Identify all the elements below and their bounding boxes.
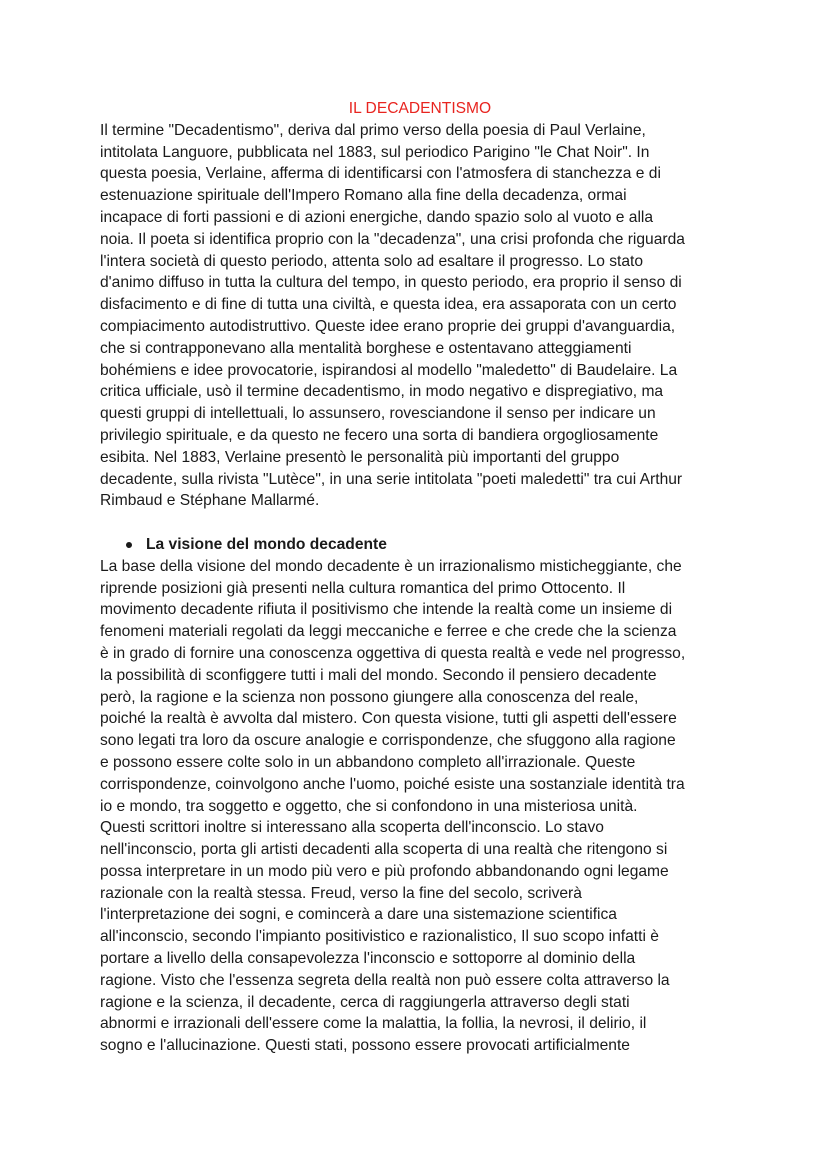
text-line: La base della visione del mondo decadente è un irrazionalismo misticheggiante, che xyxy=(100,557,682,575)
text-line: critica ufficiale, usò il termine decadentismo, in modo negativo e dispregiativo, ma xyxy=(100,383,664,401)
text-line: io e mondo, tra soggetto e oggetto, che si confondono in una misteriosa unità. xyxy=(100,797,638,815)
text-line: che si contrapponevano alla mentalità borghese e ostentavano atteggiamenti xyxy=(100,339,632,357)
text-line: sono legati tra loro da oscure analogie e corrispondenze, che sfuggono alla ragione xyxy=(100,732,676,750)
text-line: l'intera società di questo periodo, attenta solo ad esaltare il progresso. Lo stato xyxy=(100,252,644,270)
document-title: IL DECADENTISMO xyxy=(348,100,492,117)
text-line: Rimbaud e Stéphane Mallarmé. xyxy=(100,492,320,510)
text-line: Il termine "Decadentismo", deriva dal primo verso della poesia di Paul Verlaine, xyxy=(100,121,646,139)
text-line: razionale con la realtà stessa. Freud, verso la fine del secolo, scriverà xyxy=(100,884,582,902)
text-line: sogno e l'allucinazione. Questi stati, possono essere provocati artificialmente xyxy=(100,1037,630,1055)
intro-paragraph xyxy=(100,120,740,512)
text-line: è in grado di fornire una conoscenza oggettiva di questa realtà e vede nel progresso, xyxy=(100,644,686,662)
text-line: compiacimento autodistruttivo. Queste idee erano proprie dei gruppi d'avanguardia, xyxy=(100,317,676,335)
text-line: disfacimento e di fine di tutta una civiltà, e questa idea, era assaporata con un certo xyxy=(100,296,677,314)
text-line: poiché la realtà è avvolta dal mistero. Con questa visione, tutti gli aspetti dell'essere xyxy=(100,710,677,728)
text-line: ragione e la scienza, il decadente, cerca di raggiungerla attraverso degli stati xyxy=(100,993,630,1011)
text-line: fenomeni materiali regolati da leggi meccaniche e ferree e che crede che la scienza xyxy=(100,623,677,641)
text-line: però, la ragione e la scienza non possono giungere alla conoscenza del reale, xyxy=(100,688,639,706)
text-line: corrispondenze, coinvolgono anche l'uomo, poiché esiste una sostanziale identità tra xyxy=(100,775,685,793)
text-line: l'interpretazione dei sogni, e comincerà a dare una sistemazione scientifica xyxy=(100,906,617,924)
text-line: intitolata Languore, pubblicata nel 1883, sul periodico Parigino "le Chat Noir". In xyxy=(100,143,650,161)
text-line: movimento decadente rifiuta il positivismo che intende la realtà come un insieme di xyxy=(100,601,673,619)
text-line: portare a livello della consapevolezza l'inconscio e sottoporre al dominio della xyxy=(100,950,636,968)
text-line: riprende posizioni già presenti nella cultura romantica del primo Ottocento. Il xyxy=(100,579,626,597)
paragraph-spacer xyxy=(100,512,740,534)
text-line: questi gruppi di intellettuali, lo assunsero, rovesciandone il senso per indicare un xyxy=(100,405,656,423)
text-line: noia. Il poeta si identifica proprio con la "decadenza", una crisi profonda che riguarda xyxy=(100,230,685,248)
text-line: Questi scrittori inoltre si interessano alla scoperta dell'inconscio. Lo stavo xyxy=(100,819,604,837)
text-line: bohémiens e idee provocatorie, ispirandosi al modello "maledetto" di Baudelaire. La xyxy=(100,361,678,379)
section-heading xyxy=(100,534,740,556)
text-line: abnormi e irrazionali dell'essere come la malattia, la follia, la nevrosi, il delirio, il xyxy=(100,1015,647,1033)
section-heading-text: La visione del mondo decadente xyxy=(146,535,387,553)
text-line: questa poesia, Verlaine, afferma di identificarsi con l'atmosfera di stanchezza e di xyxy=(100,165,661,183)
document-page xyxy=(100,98,740,1057)
text-line: la possibilità di sconfiggere tutti i mali del mondo. Secondo il pensiero decadente xyxy=(100,666,657,684)
text-line: possa interpretare in un modo più vero e più profondo abbandonando ogni legame xyxy=(100,862,669,880)
text-line: d'animo diffuso in tutta la cultura del tempo, in questo periodo, era proprio il senso di xyxy=(100,274,682,292)
text-line: e possono essere colte solo in un abbandono completo all'irrazionale. Queste xyxy=(100,753,636,771)
text-line: estenuazione spirituale dell'Impero Romano alla fine della decadenza, ormai xyxy=(100,187,627,205)
text-line: decadente, sulla rivista "Lutèce", in una serie intitolata "poeti maledetti" tra cui Arthur xyxy=(100,470,683,488)
text-line: esibita. Nel 1883, Verlaine presentò le personalità più importanti del gruppo xyxy=(100,448,620,466)
section-paragraph xyxy=(100,556,740,1057)
text-line: all'inconscio, secondo l'impianto positivistico e razionalistico, Il suo scopo infatti è xyxy=(100,928,659,946)
bullet-icon xyxy=(126,542,132,548)
text-line: privilegio spirituale, e da questo ne fecero una sorta di bandiera orgogliosamente xyxy=(100,426,659,444)
text-line: ragione. Visto che l'essenza segreta della realtà non può essere colta attraverso la xyxy=(100,971,670,989)
text-line: incapace di forti passioni e di azioni energiche, dando spazio solo al vuoto e alla xyxy=(100,208,654,226)
text-line: nell'inconscio, porta gli artisti decadenti alla scoperta di una realtà che ritengono si xyxy=(100,841,668,859)
